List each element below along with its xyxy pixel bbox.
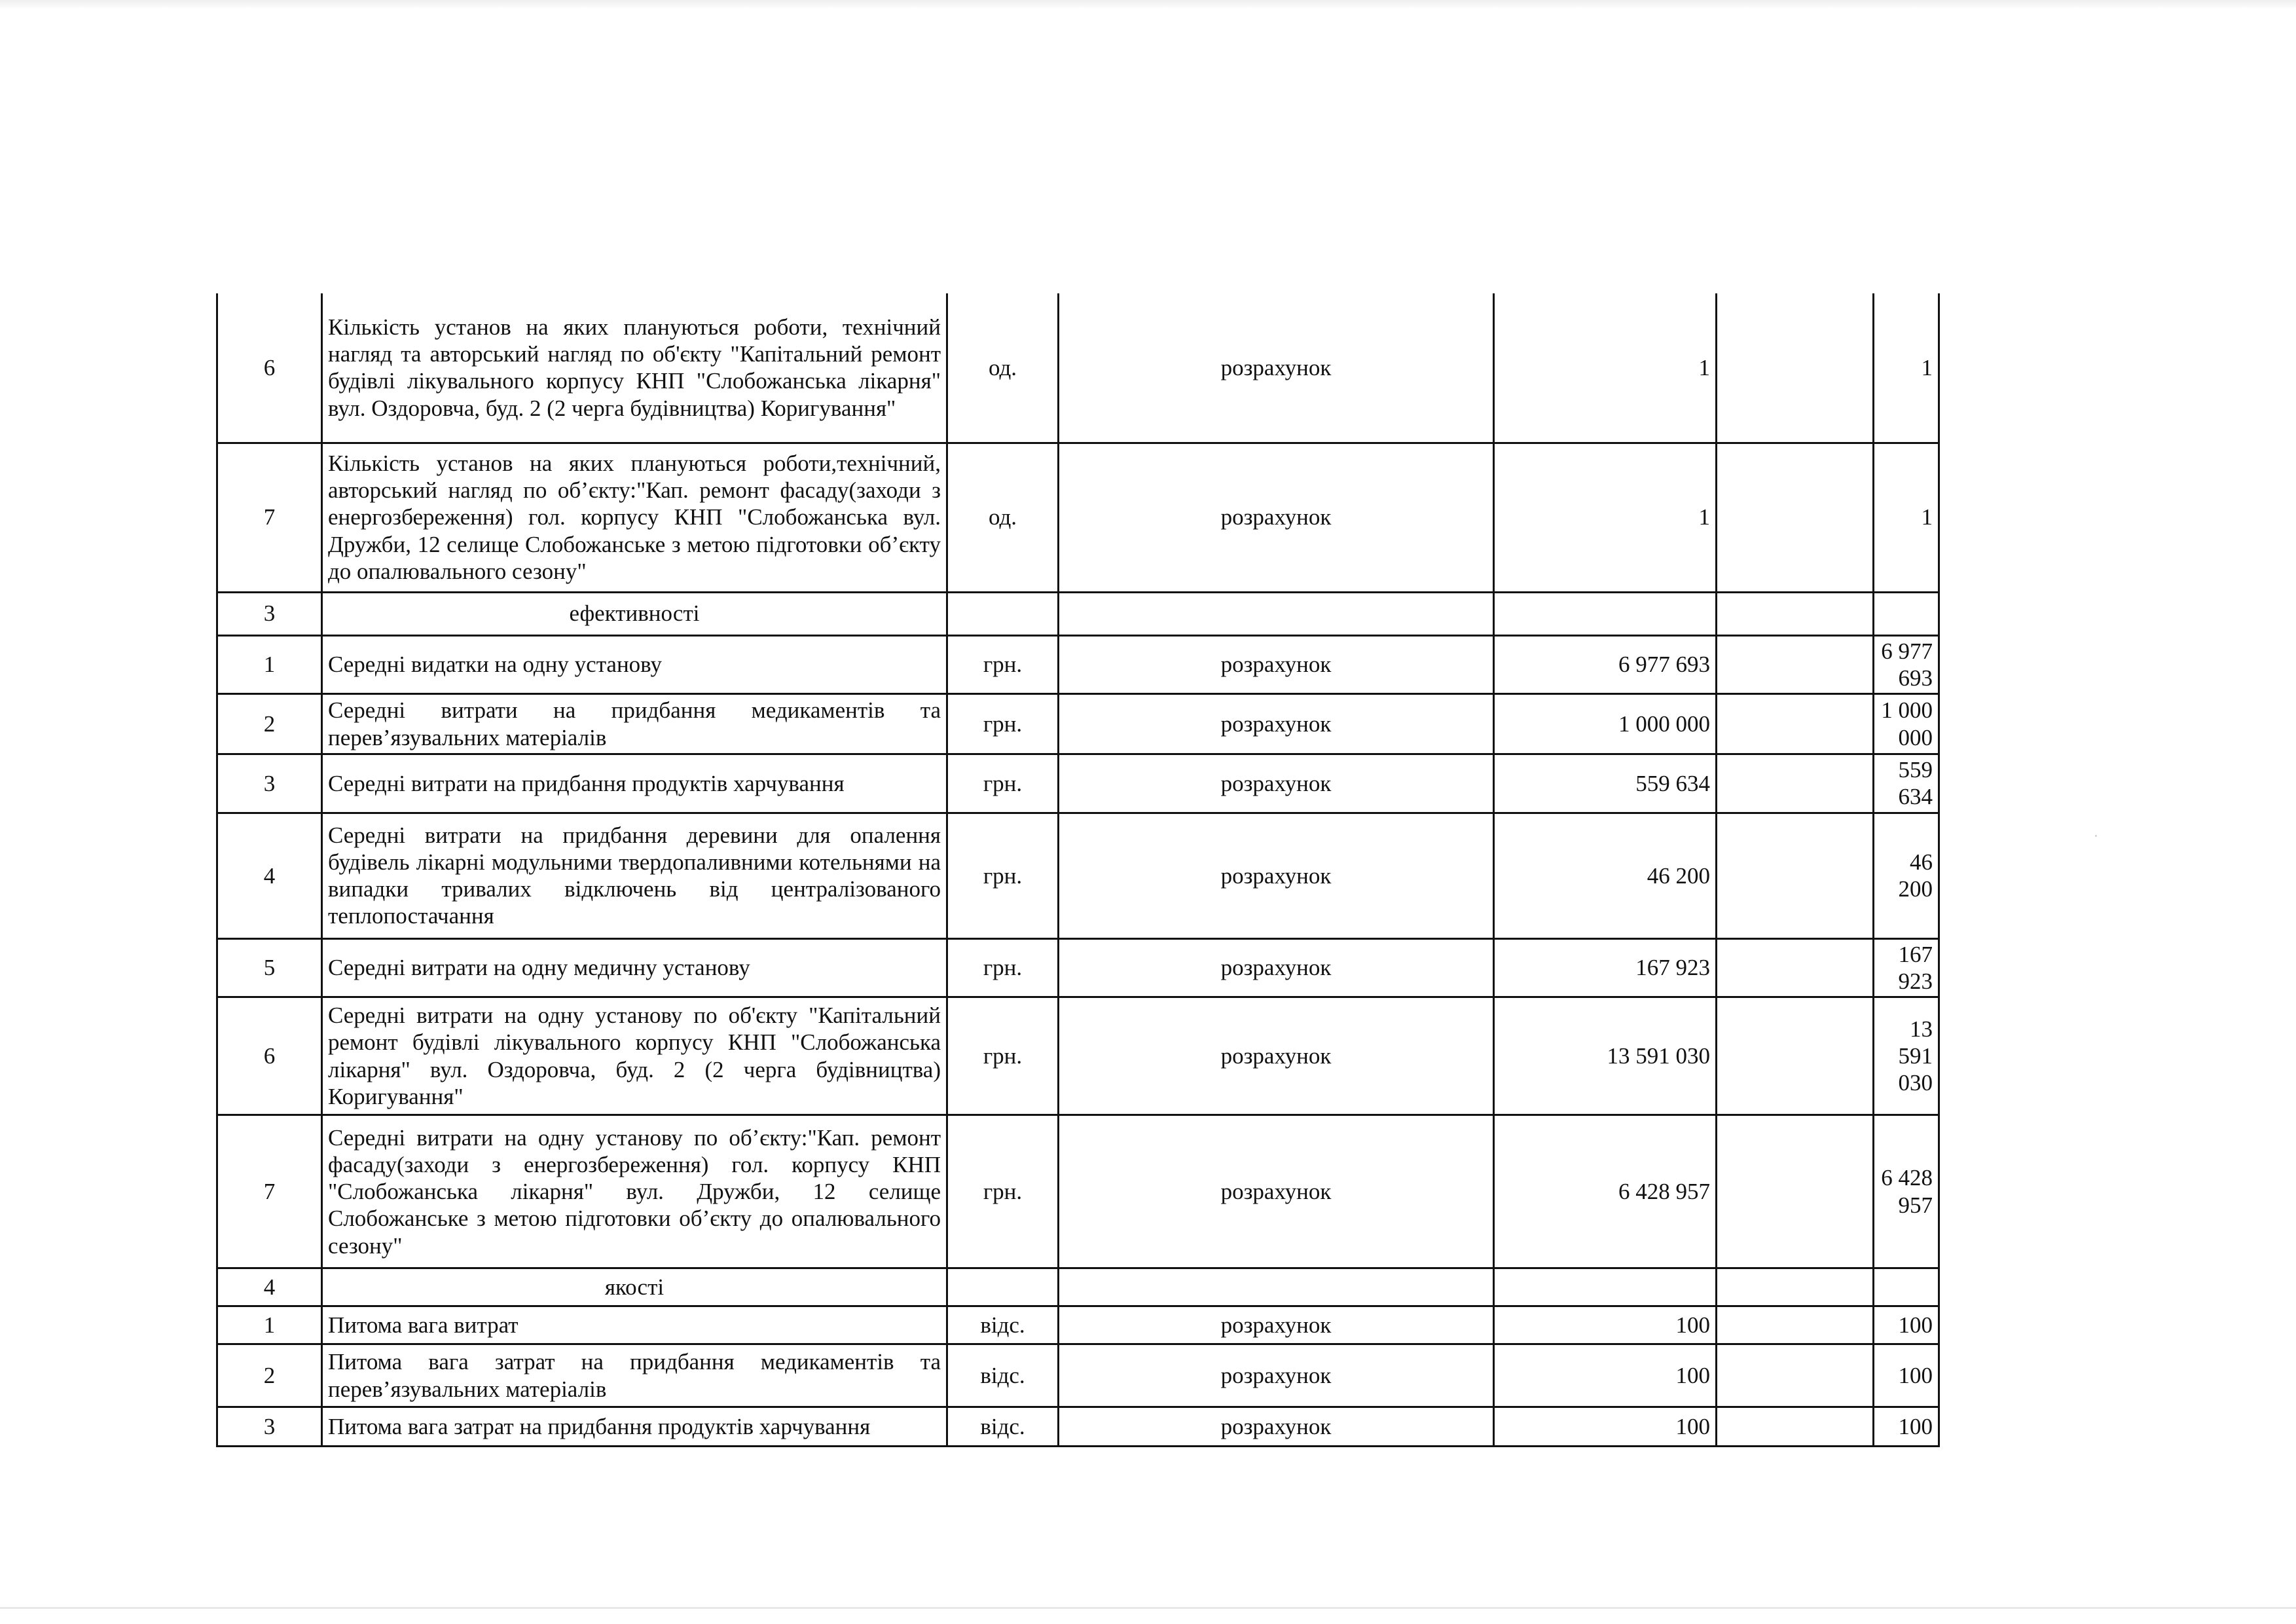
table-row	[217, 1344, 1939, 1407]
indicator-name: Питома вага витрат	[322, 1306, 947, 1344]
value-after: 6 977 693	[1874, 635, 1939, 694]
value-before: 13 591 030	[1494, 997, 1717, 1115]
empty-cell	[1494, 1268, 1717, 1306]
unit-of-measure: відс.	[947, 1407, 1059, 1447]
empty-cell	[1717, 1268, 1874, 1306]
indicator-name: Питома вага затрат на придбання продуктів харчування	[322, 1407, 947, 1447]
empty-cell	[1717, 293, 1874, 443]
empty-cell	[1717, 1306, 1874, 1344]
row-number: 2	[217, 1344, 322, 1407]
empty-cell	[1717, 443, 1874, 592]
value-after: 1	[1874, 443, 1939, 592]
unit-of-measure: грн.	[947, 694, 1059, 754]
indicator-name: Середні витрати на придбання медикаментів та перев’язувальних матеріалів	[322, 694, 947, 754]
empty-cell	[1717, 813, 1874, 938]
table-row	[217, 938, 1939, 997]
value-before: 100	[1494, 1306, 1717, 1344]
value-before: 100	[1494, 1407, 1717, 1447]
unit-of-measure: грн.	[947, 635, 1059, 694]
table-row	[217, 754, 1939, 813]
value-after: 1 000 000	[1874, 694, 1939, 754]
unit-of-measure: грн.	[947, 938, 1059, 997]
empty-cell	[1874, 1268, 1939, 1306]
indicators-table	[216, 293, 1940, 1447]
empty-cell	[1059, 1268, 1494, 1306]
indicator-name: Середні видатки на одну установу	[322, 635, 947, 694]
empty-cell	[1717, 592, 1874, 635]
source-info: розрахунок	[1059, 1115, 1494, 1268]
scan-top-edge	[0, 0, 2296, 9]
table-row	[217, 443, 1939, 592]
source-info: розрахунок	[1059, 754, 1494, 813]
source-info: розрахунок	[1059, 1306, 1494, 1344]
row-number: 1	[217, 1306, 322, 1344]
unit-of-measure: грн.	[947, 813, 1059, 938]
value-after: 6 428 957	[1874, 1115, 1939, 1268]
indicator-name: Середні витрати на одну установу по об'єкту "Капітальний ремонт будівлі лікувального корпусу КНП "Слобожанська лікарня" вул. Оздоровча, буд. 2 (2 черга будівництва) Коригування"	[322, 997, 947, 1115]
section-row	[217, 1268, 1939, 1306]
value-before: 167 923	[1494, 938, 1717, 997]
source-info: розрахунок	[1059, 443, 1494, 592]
empty-cell	[1717, 694, 1874, 754]
source-info: розрахунок	[1059, 694, 1494, 754]
empty-cell	[1717, 1407, 1874, 1447]
value-after: 13 591 030	[1874, 997, 1939, 1115]
value-before: 100	[1494, 1344, 1717, 1407]
section-row	[217, 592, 1939, 635]
row-number: 7	[217, 1115, 322, 1268]
empty-cell	[947, 592, 1059, 635]
indicator-name: Середні витрати на придбання продуктів харчування	[322, 754, 947, 813]
indicator-name: Питома вага затрат на придбання медикаментів та перев’язувальних матеріалів	[322, 1344, 947, 1407]
table-row	[217, 1115, 1939, 1268]
value-before: 1	[1494, 443, 1717, 592]
empty-cell	[1059, 592, 1494, 635]
value-after: 100	[1874, 1306, 1939, 1344]
value-before: 6 977 693	[1494, 635, 1717, 694]
row-number: 7	[217, 443, 322, 592]
value-after: 100	[1874, 1407, 1939, 1447]
unit-of-measure: од.	[947, 293, 1059, 443]
empty-cell	[1717, 997, 1874, 1115]
section-title: якості	[322, 1268, 947, 1306]
unit-of-measure: грн.	[947, 754, 1059, 813]
row-number: 4	[217, 813, 322, 938]
unit-of-measure: од.	[947, 443, 1059, 592]
empty-cell	[947, 1268, 1059, 1306]
unit-of-measure: грн.	[947, 1115, 1059, 1268]
table-row	[217, 813, 1939, 938]
scan-speck	[2095, 835, 2097, 837]
unit-of-measure: грн.	[947, 997, 1059, 1115]
value-before: 559 634	[1494, 754, 1717, 813]
value-after: 100	[1874, 1344, 1939, 1407]
table-row	[217, 1306, 1939, 1344]
value-after: 1	[1874, 293, 1939, 443]
value-after: 46 200	[1874, 813, 1939, 938]
row-number: 1	[217, 635, 322, 694]
source-info: розрахунок	[1059, 1407, 1494, 1447]
empty-cell	[1494, 592, 1717, 635]
empty-cell	[1874, 592, 1939, 635]
value-before: 46 200	[1494, 813, 1717, 938]
indicator-name: Середні витрати на одну установу по об’єкту:"Кап. ремонт фасаду(заходи з енергозбереження) гол. корпусу КНП "Слобожанська лікарня" вул. Дружби, 12 селище Слобожанське з метою підготовки об’єкту до опалювального сезону"	[322, 1115, 947, 1268]
table-row	[217, 635, 1939, 694]
empty-cell	[1717, 1344, 1874, 1407]
row-number: 6	[217, 997, 322, 1115]
empty-cell	[1717, 1115, 1874, 1268]
unit-of-measure: відс.	[947, 1306, 1059, 1344]
row-number: 3	[217, 1407, 322, 1447]
unit-of-measure: відс.	[947, 1344, 1059, 1407]
row-number: 2	[217, 694, 322, 754]
scan-bottom-edge	[0, 1607, 2296, 1609]
source-info: розрахунок	[1059, 997, 1494, 1115]
value-after: 559 634	[1874, 754, 1939, 813]
empty-cell	[1717, 754, 1874, 813]
indicator-name: Кількість установ на яких плануються роботи, технічний нагляд та авторський нагляд по об'єкту "Капітальний ремонт будівлі лікувального корпусу КНП "Слобожанська лікарня" вул. Оздоровча, буд. 2 (2 черга будівництва) Коригування"	[322, 293, 947, 443]
row-number: 6	[217, 293, 322, 443]
empty-cell	[1717, 635, 1874, 694]
source-info: розрахунок	[1059, 635, 1494, 694]
table-row	[217, 293, 1939, 443]
source-info: розрахунок	[1059, 1344, 1494, 1407]
table-row	[217, 694, 1939, 754]
empty-cell	[1717, 938, 1874, 997]
source-info: розрахунок	[1059, 813, 1494, 938]
section-number: 4	[217, 1268, 322, 1306]
value-before: 1	[1494, 293, 1717, 443]
value-after: 167 923	[1874, 938, 1939, 997]
indicator-name: Кількість установ на яких плануються роботи,технічний, авторський нагляд по об’єкту:"Кап. ремонт фасаду(заходи з енергозбереження) гол. корпусу КНП "Слобожанська вул. Дружби, 12 селище Слобожанське з метою підготовки об’єкту до опалювального сезону"	[322, 443, 947, 592]
indicator-name: Середні витрати на придбання деревини для опалення будівель лікарні модульними твердопаливними котельнями на випадки тривалих відключень від централізованого теплопостачання	[322, 813, 947, 938]
row-number: 5	[217, 938, 322, 997]
row-number: 3	[217, 754, 322, 813]
source-info: розрахунок	[1059, 938, 1494, 997]
value-before: 1 000 000	[1494, 694, 1717, 754]
indicator-name: Середні витрати на одну медичну установу	[322, 938, 947, 997]
section-title: ефективності	[322, 592, 947, 635]
source-info: розрахунок	[1059, 293, 1494, 443]
value-before: 6 428 957	[1494, 1115, 1717, 1268]
section-number: 3	[217, 592, 322, 635]
table-row	[217, 997, 1939, 1115]
table-row	[217, 1407, 1939, 1447]
